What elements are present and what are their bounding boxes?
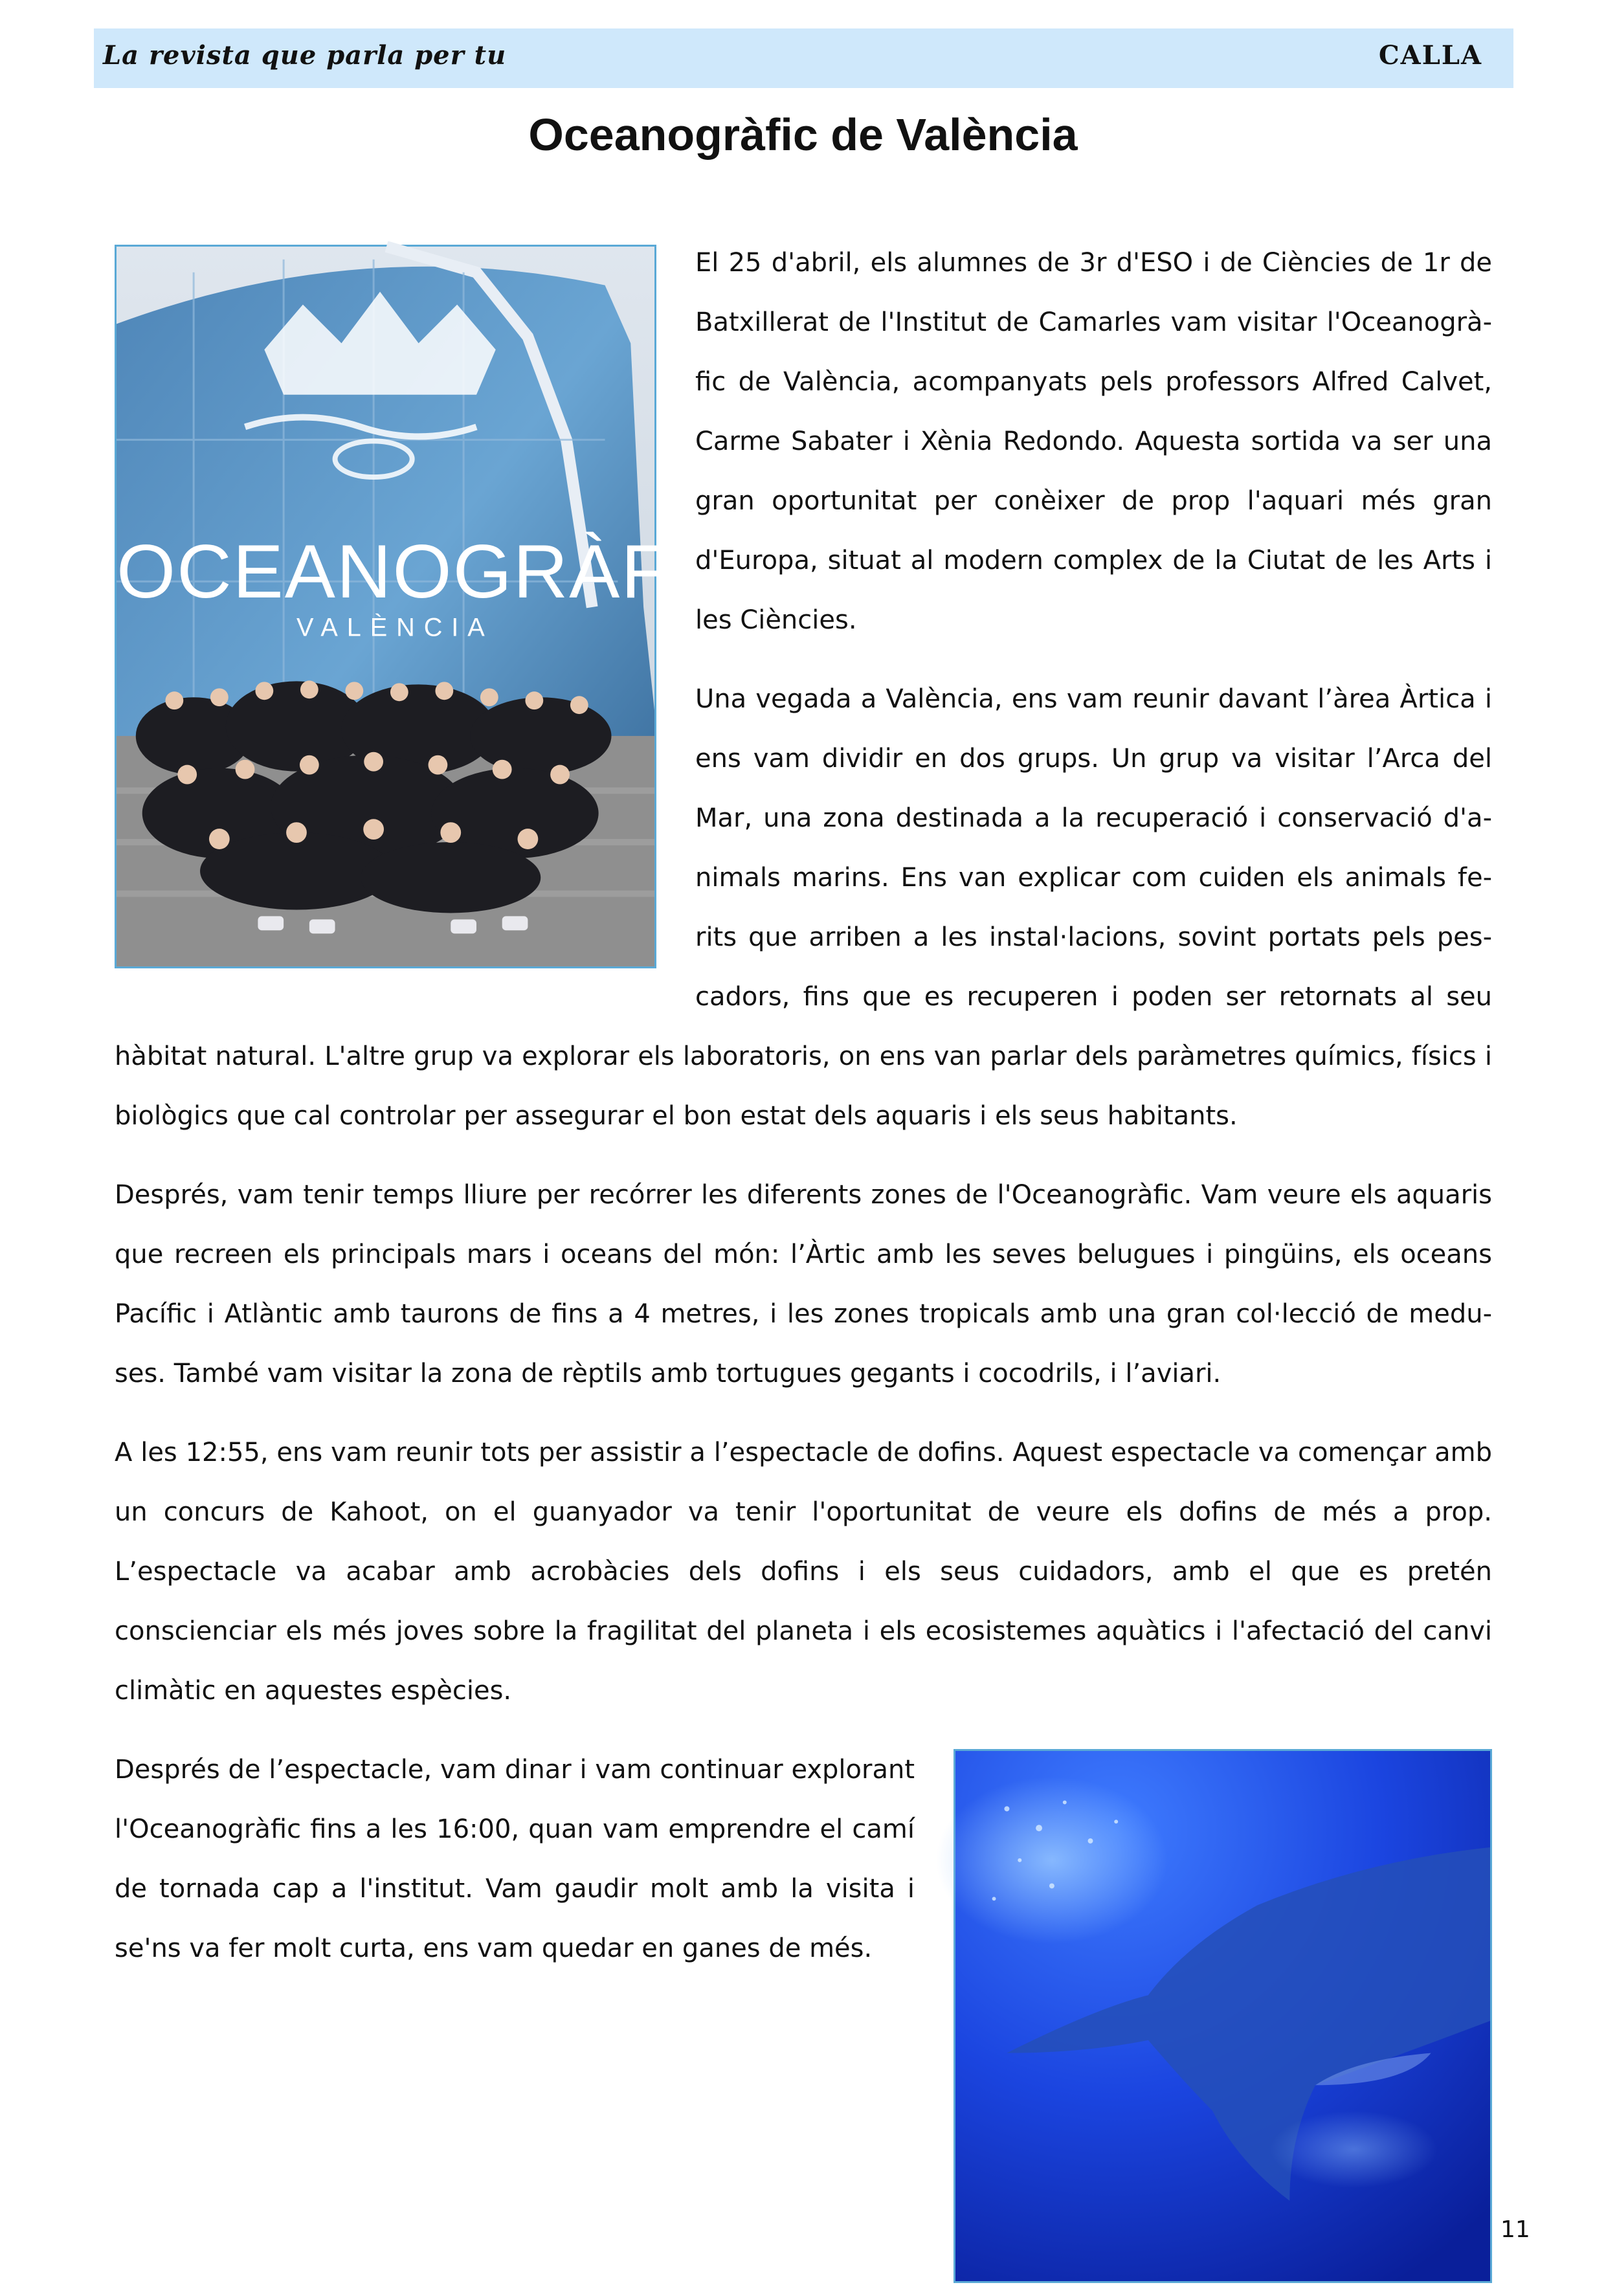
paragraph-2: Una vegada a València, ens vam reunir davant l’àrea Àrtica i ens vam dividir en dos grups. Un grup va visitar l’Arca del Mar, una zona destinada a la recuperació i conservació d'animals marins. Ens van explicar com cuiden els animals ferits que arriben a les instal·lacions, sovint portats pels pescadors, fins que es recuperen i poden ser retornats al seu hàbitat natural. L'altre grup va explorar els laboratoris, on ens van parlar dels paràmetres químics, físics i biològics que cal controlar per assegurar el bon estat dels aquaris i els seus habitants. (115, 684, 1492, 1131)
magazine-name: CALLA (1378, 40, 1482, 71)
paragraph-1: El 25 d'abril, els alumnes de 3r d'ESO i de Ciències de 1r de Batxillerat de l'Institut de Camarles vam visitar l'Oceanogràfic de València, acompanyats pels professors Alfred Calvet, Carme Sabater i Xènia Redondo. Aquesta sortida va ser una gran oportunitat per conèixer de prop l'aquari més gran d'Europa, situat al modern complex de la Ciutat de les Arts i les Ciències. (695, 248, 1492, 635)
article-title: Oceanogràfic de València (528, 109, 1078, 160)
paragraph-3: Després, vam tenir temps lliure per recórrer les diferents zones de l'Oceanogràfic. Vam veure els aquaris que recreen els principals mars i oceans del món: l’Àrtic amb les seves belugues i pingüins, els oceans Pacífic i Atlàntic amb taurons de fins a 4 metres, i les zones tropicals amb una gran col·lecció de meduses. També vam visitar la zona de rèptils amb tortugues gegants i cocodrils, i l’aviari. (115, 1180, 1492, 1388)
article-body (115, 233, 1492, 2296)
page-number: 11 (1500, 2216, 1530, 2243)
valencia-sign-text: VALÈNCIA (296, 613, 494, 642)
paragraph-4: A les 12:55, ens vam reunir tots per assistir a l’espectacle de dofins. Aquest espectacle va començar amb un concurs de Kahoot, on el guanyador va tenir l'oportunitat de veure els dofins de més a prop. L’espectacle va acabar amb acrobàcies dels dofins i els seus cuidadors, amb el que es pretén conscienciar els més joves sobre la fragilitat del planeta i els ecosistemes aquàtics i l'afectació del canvi climàtic en aquestes espècies. (115, 1438, 1492, 1706)
oceanografic-sign-text: OCEANOGRÀFIC (117, 528, 748, 614)
shark-aquarium-photo (954, 1749, 1492, 2283)
group-photo-oceanografic (115, 245, 748, 968)
page-header (94, 28, 1513, 88)
paragraph-5: Després de l’espectacle, vam dinar i vam continuar explorant l'Oceanogràfic fins a les 16:00, quan vam emprendre el camí de tornada cap a l'institut. Vam gaudir molt amb la visita i se'ns va fer molt curta, ens vam quedar en ganes de més. (115, 1755, 915, 1963)
magazine-tagline: La revista que parla per tu (103, 40, 507, 71)
